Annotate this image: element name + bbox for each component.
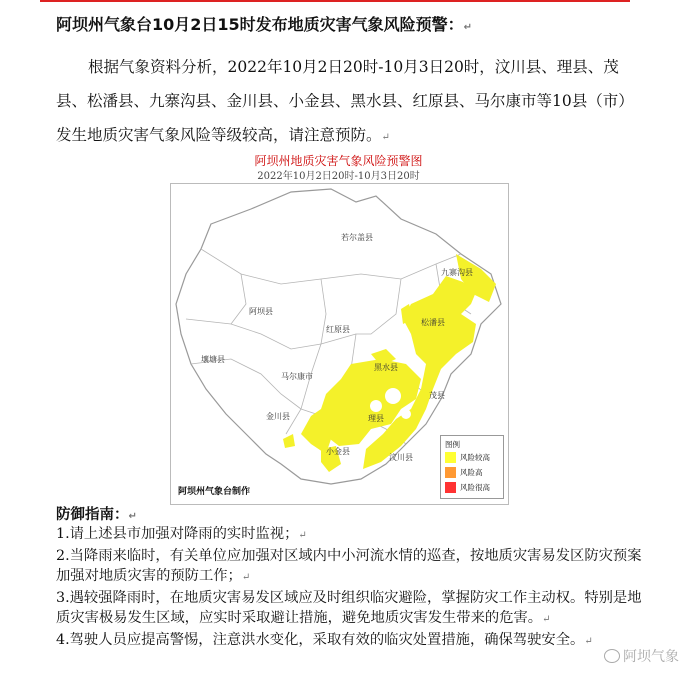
label-heishui: 黑水县 bbox=[374, 363, 398, 372]
guide-item: 2.当降雨来临时，有关单位应加强对区域内中小河流水情的巡查，按地质灾害易发区防灾预案加强对地质灾害的预防工作；↵ bbox=[56, 548, 642, 584]
map-subtitle: 2022年10月2日20时-10月3日20时 bbox=[257, 171, 420, 182]
guide-title: 防御指南：↵ bbox=[56, 507, 137, 523]
legend-swatch-yellow bbox=[445, 452, 456, 463]
forecast-paragraph: 根据气象资料分析，2022年10月2日20时-10月3日20时，汶川县、理县、茂县、松潘县、九寨沟县、金川县、小金县、黑水县、红原县、马尔康市等10县（市）发生地质灾害气象风险等级较高，请注意预防。↵ bbox=[56, 58, 634, 144]
map-legend bbox=[440, 435, 504, 499]
map-credit: 阿坝州气象台制作 bbox=[178, 487, 251, 497]
label-jiuzhaigou: 九寨沟县 bbox=[441, 268, 473, 277]
wechat-icon bbox=[604, 649, 620, 663]
legend-title: 图例 bbox=[445, 440, 460, 449]
guide-list bbox=[56, 524, 644, 652]
label-xiaojin: 小金县 bbox=[326, 447, 350, 456]
label-hongyuan: 红原县 bbox=[326, 325, 350, 334]
label-aba: 阿坝县 bbox=[249, 307, 273, 316]
map-title: 阿坝州地质灾害气象风险预警图 bbox=[254, 154, 423, 168]
label-rangtang: 壤塘县 bbox=[201, 355, 225, 364]
watermark: 阿坝气象 bbox=[604, 646, 679, 666]
label-ruoergai: 若尔盖县 bbox=[341, 233, 373, 242]
top-red-line bbox=[40, 0, 630, 2]
guide-item: 3.遇较强降雨时，在地质灾害易发区域应及时组织临灾避险，掌握防灾工作主动权。特别是地质灾害极易发生区域，应实时采取避让措施，避免地质灾害发生带来的危害。↵ bbox=[56, 590, 642, 626]
label-maoxian: 茂县 bbox=[429, 391, 445, 400]
paragraph-mark: ↵ bbox=[463, 22, 473, 33]
legend-swatch-red bbox=[445, 482, 456, 493]
legend-item-higher: 风险较高 bbox=[445, 452, 490, 463]
label-songpan: 松潘县 bbox=[421, 318, 445, 327]
guide-item: 1.请上述县市加强对降雨的实时监视；↵ bbox=[56, 526, 307, 542]
guide-item: 4.驾驶人员应提高警惕，注意洪水变化，采取有效的临灾处置措施，确保驾驶安全。↵ bbox=[56, 632, 593, 648]
label-maerkang: 马尔康市 bbox=[281, 372, 313, 381]
page-title: 阿坝州气象台10月2日15时发布地质灾害气象风险预警：↵ bbox=[56, 15, 473, 34]
legend-swatch-orange bbox=[445, 467, 456, 478]
label-jinchuan: 金川县 bbox=[266, 412, 290, 421]
label-lixian: 理县 bbox=[368, 414, 384, 423]
label-wenchuan: 汶川县 bbox=[389, 453, 413, 462]
legend-item-very-high: 风险很高 bbox=[445, 482, 490, 493]
legend-item-high: 风险高 bbox=[445, 467, 483, 478]
